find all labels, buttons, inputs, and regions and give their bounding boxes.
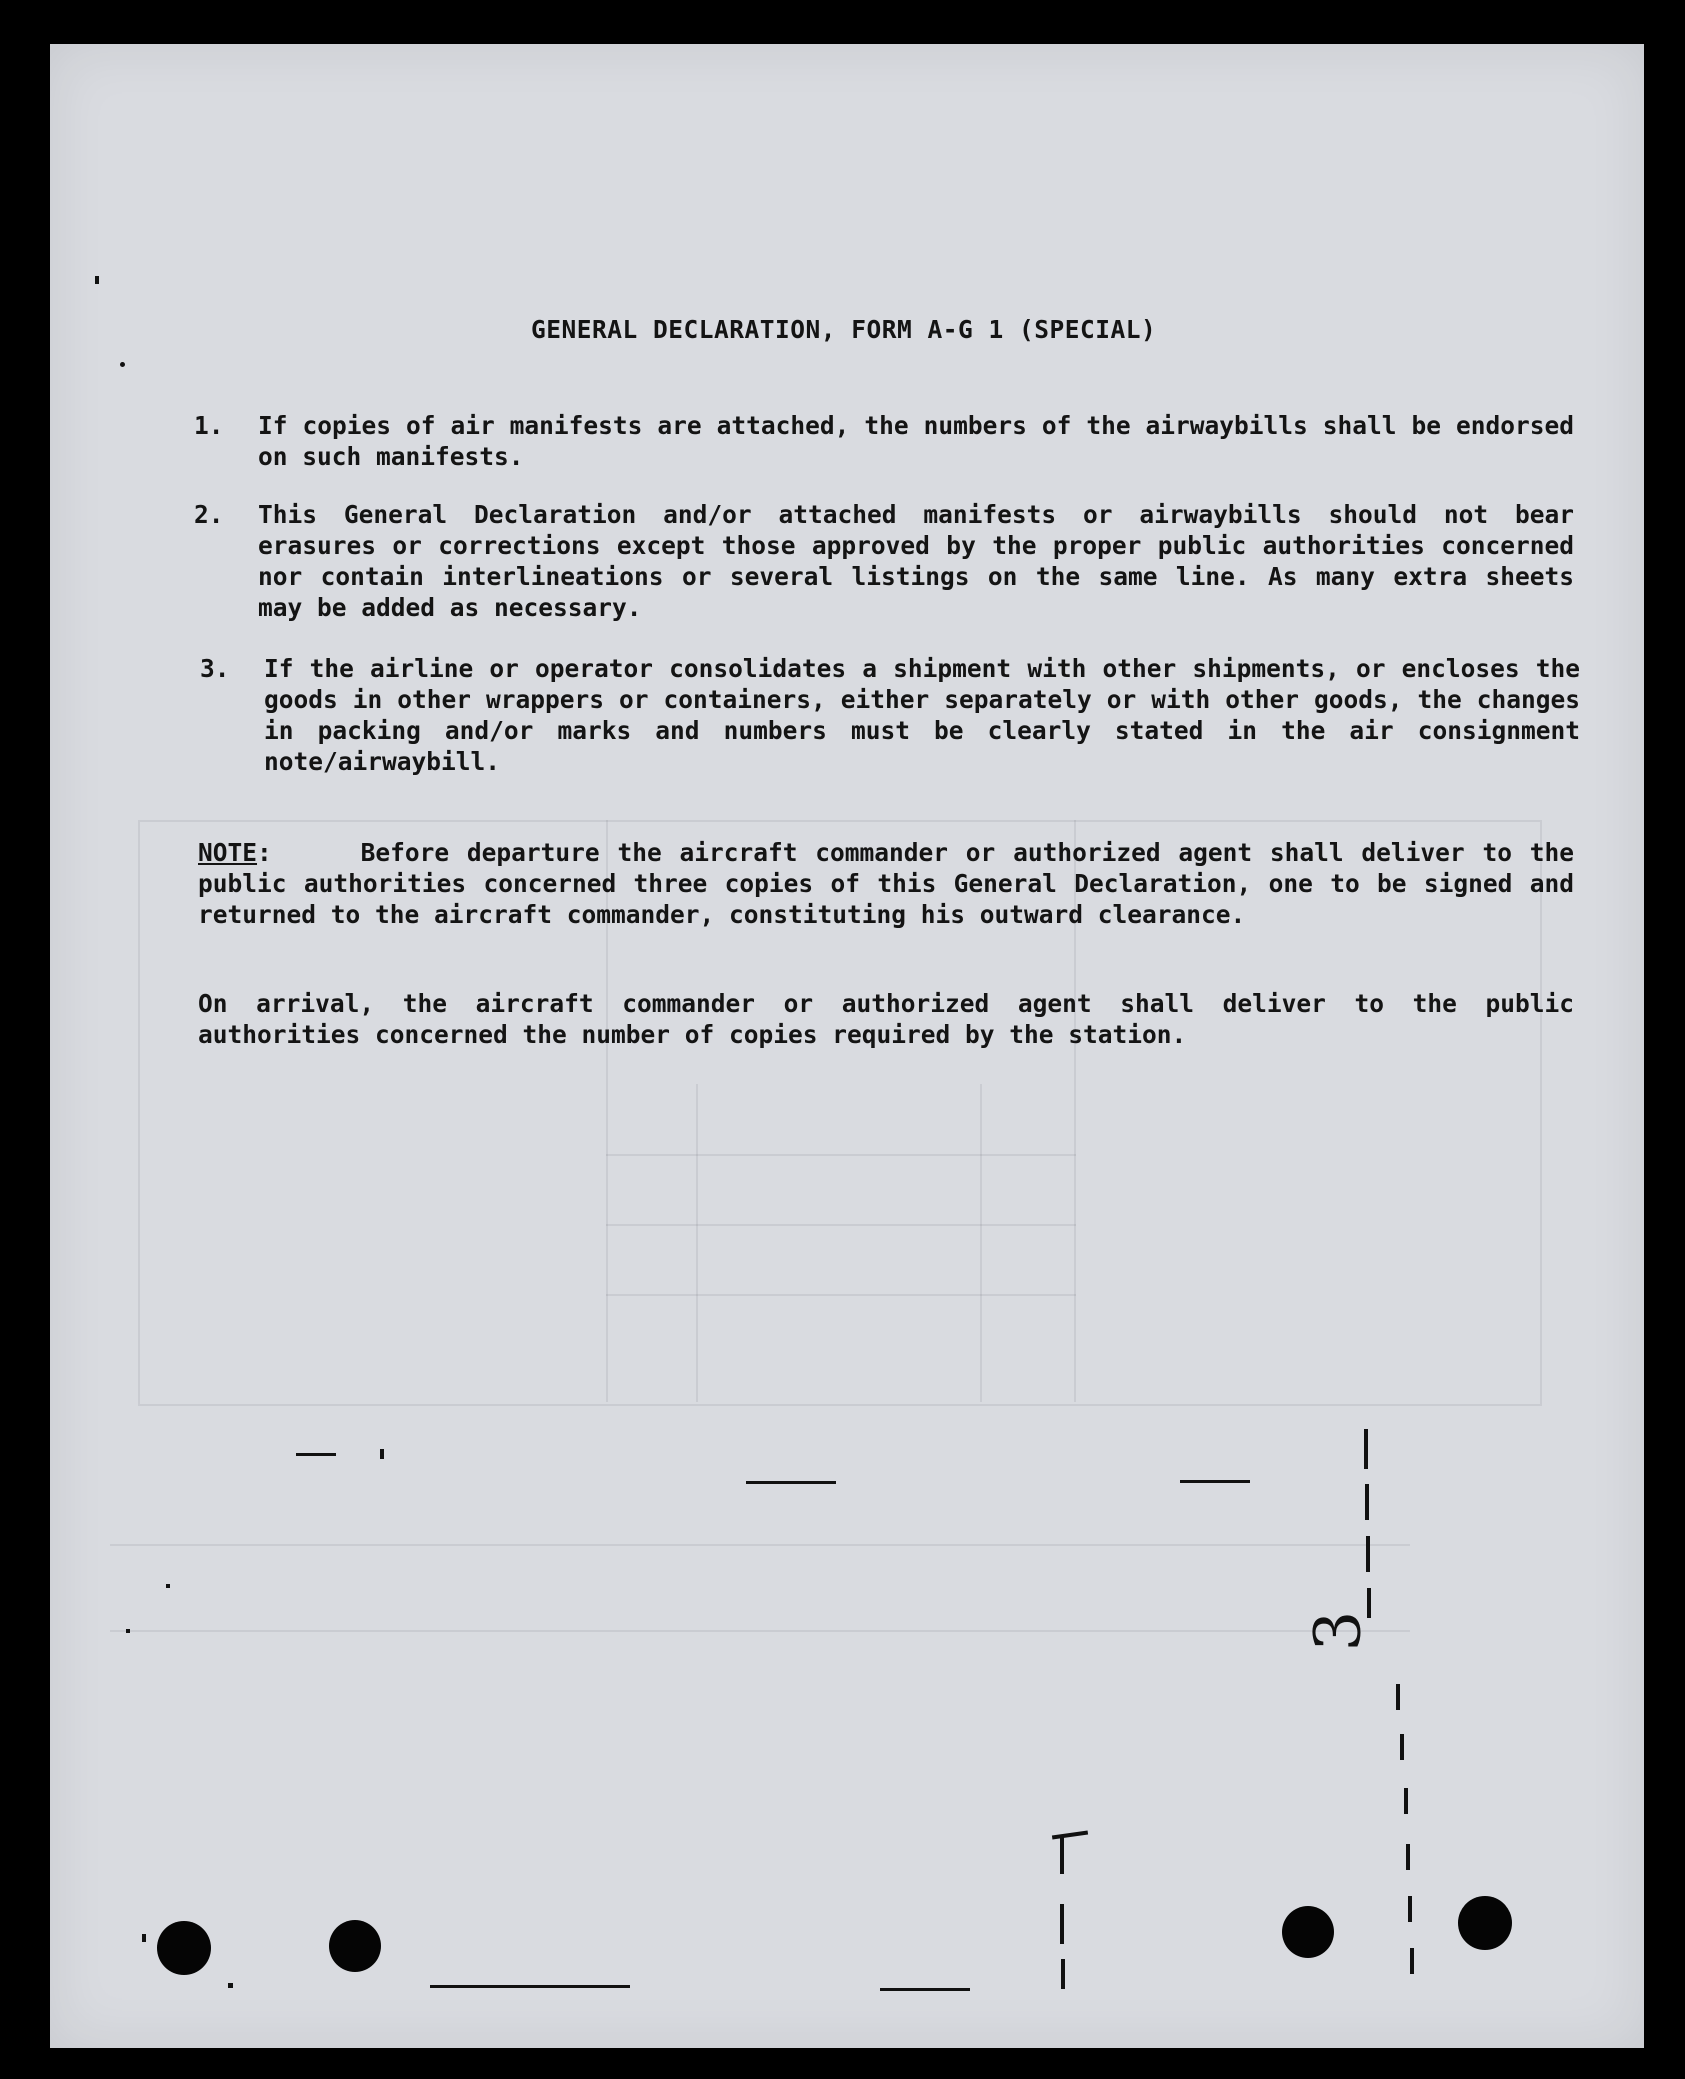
bleed-through-rule	[606, 1154, 1076, 1156]
bleed-through-rule	[980, 1084, 982, 1402]
ink-dashes	[296, 1453, 336, 1456]
ink-speck	[142, 1934, 146, 1942]
ink-speck	[126, 1629, 130, 1633]
bleed-through-rule	[110, 1544, 1410, 1546]
punch-hole	[1282, 1906, 1334, 1958]
handwritten-line	[1365, 1484, 1369, 1520]
handwritten-line	[1410, 1948, 1414, 1974]
ink-speck	[120, 362, 125, 367]
ink-speck	[380, 1449, 384, 1459]
page-title: GENERAL DECLARATION, FORM A-G 1 (SPECIAL)	[531, 315, 1157, 344]
item-number: 2.	[194, 500, 224, 529]
handwritten-line	[1396, 1684, 1400, 1710]
handwritten-line	[1366, 1536, 1370, 1572]
item-text: This General Declaration and/or attached manifests or airwaybills should not bear erasures or corrections except those approved by the proper public authorities concerned nor contain interlineations or several listings on the same line. As many extra sheets may be added as necessary.	[258, 500, 1574, 622]
handwritten-line	[1406, 1844, 1410, 1870]
item-number: 1.	[194, 411, 224, 440]
bleed-through-rule	[606, 1224, 1076, 1226]
ink-dashes	[746, 1481, 836, 1484]
ink-speck	[228, 1983, 233, 1988]
handwritten-line	[1061, 1959, 1065, 1989]
ink-dashes	[880, 1988, 970, 1991]
note-paragraph: NOTE: Before departure the aircraft commander or authorized agent shall deliver to the public authorities concerned three copies of this General Declaration, one to be signed and returned to the aircraft commander, constituting his outward clearance.	[198, 838, 1574, 929]
item-number: 3.	[200, 654, 230, 683]
punch-hole	[1458, 1896, 1512, 1950]
note-label: NOTE	[198, 838, 258, 867]
bleed-through-rule	[696, 1084, 698, 1402]
punch-hole	[329, 1920, 381, 1972]
ink-speck	[95, 276, 99, 284]
handwritten-line	[1060, 1904, 1064, 1944]
bleed-through-rule	[606, 1294, 1076, 1296]
handwritten-line	[1408, 1896, 1412, 1922]
item-text: If copies of air manifests are attached, the numbers of the airwaybills shall be endorsed on such manifests.	[258, 411, 1574, 471]
note-text: Before departure the aircraft commander or authorized agent shall deliver to the public authorities concerned three copies of this General Declaration, one to be signed and returned to the aircraft commander, constituting his outward clearance.	[198, 838, 1574, 929]
handwritten-bracket	[1052, 1831, 1088, 1840]
handwritten-line	[1364, 1429, 1368, 1469]
handwritten-page-number: 3	[1301, 1610, 1376, 1652]
item-text: If the airline or operator consolidates a shipment with other shipments, or encloses the goods in other wrappers or containers, either separately or with other goods, the changes in packing and/or marks and numbers must be clearly stated in the air consignment note/airwaybill.	[264, 654, 1580, 776]
punch-hole	[157, 1921, 211, 1975]
handwritten-line	[1400, 1734, 1404, 1760]
arrival-paragraph: On arrival, the aircraft commander or authorized agent shall deliver to the public authorities concerned the number of copies required by the station.	[198, 989, 1574, 1049]
handwritten-bracket	[1060, 1836, 1064, 1874]
ink-speck	[166, 1584, 170, 1588]
handwritten-line	[1404, 1788, 1408, 1814]
ink-dashes	[430, 1985, 630, 1988]
bleed-through-rule	[110, 1630, 1410, 1632]
document-page	[50, 44, 1644, 2048]
ink-dashes	[1180, 1480, 1250, 1483]
